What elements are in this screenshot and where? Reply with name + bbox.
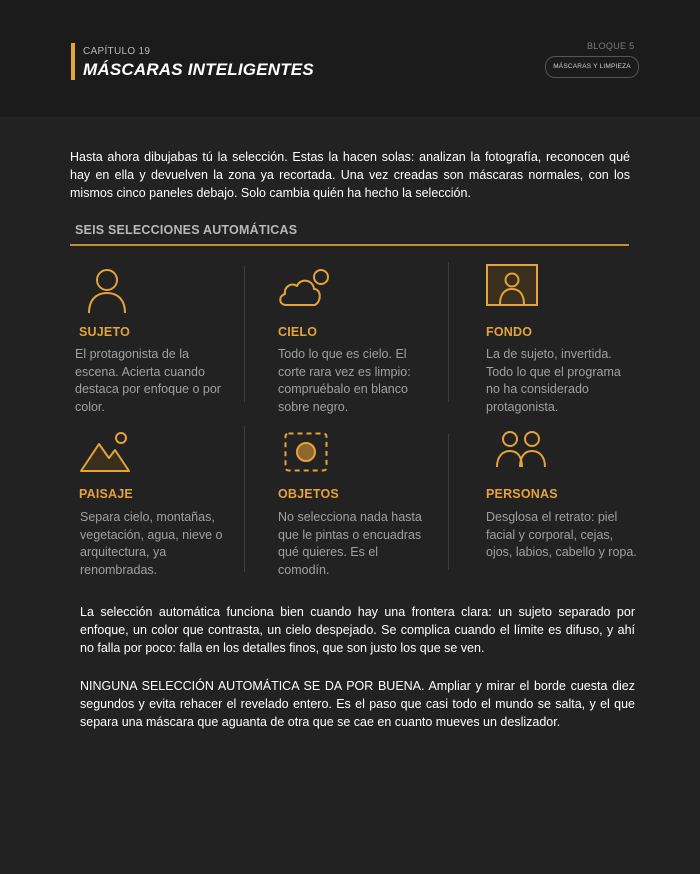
card-description: El protagonista de la escena. Acierta cuando destaca por enfoque o por color. (75, 347, 221, 414)
chapter-title: MÁSCARAS INTELIGENTES (83, 60, 314, 79)
block-label: BLOQUE 5 (587, 41, 635, 51)
card-title: OBJETOS (278, 487, 339, 501)
column-divider (244, 426, 245, 572)
card-description: La de sujeto, invertida. Todo lo que el programa no ha considerado protagonista. (486, 347, 621, 414)
section-title: SEIS SELECCIONES AUTOMÁTICAS (75, 223, 298, 237)
intro-paragraph: Hasta ahora dibujabas tú la selección. Estas la hacen solas: analizan la fotografía, reconocen qué hay en ella y devuelven la zona ya recortada. Una vez creadas son máscaras normales, con los mismos cinco paneles debajo. Solo cambia quién ha hecho la selección. (70, 150, 630, 200)
body-paragraph: La selección automática funciona bien cuando hay una frontera clara: un sujeto separado por enfoque, un color que contrasta, un cielo despejado. Se complica cuando el límite es difuso, y ahí no falla por poco: falla en los detalles finos, que son justo los que se ven. (80, 605, 635, 655)
card-title: PAISAJE (79, 487, 133, 501)
object-select-icon (284, 432, 328, 472)
people-icon (495, 430, 549, 470)
card-title: FONDO (486, 325, 533, 339)
block-badge: MÁSCARAS Y LIMPIEZA (545, 56, 639, 78)
person-icon (86, 266, 128, 316)
card-description: Separa cielo, montañas, vegetación, agua, nieve o arquitectura, ya renombradas. (80, 510, 223, 577)
card-description: Desglosa el retrato: piel facial y corporal, cejas, ojos, labios, cabello y ropa. (486, 510, 637, 559)
cloud-sun-icon (276, 268, 332, 308)
column-divider (448, 262, 449, 402)
section-divider (70, 244, 629, 246)
accent-bar (71, 43, 75, 80)
chapter-header (0, 0, 700, 117)
card-title: CIELO (278, 325, 318, 339)
chapter-label: CAPÍTULO 19 (83, 46, 151, 57)
card-title: PERSONAS (486, 487, 558, 501)
card-description: Todo lo que es cielo. El corte rara vez es limpio: compruébalo en blanco sobre negro. (278, 347, 411, 414)
framed-person-icon (486, 264, 538, 306)
card-description: No selecciona nada hasta que le pintas o encuadras qué quieres. Es el comodín. (278, 510, 422, 577)
warning-paragraph: NINGUNA SELECCIÓN AUTOMÁTICA SE DA POR BUENA. Ampliar y mirar el borde cuesta diez segundos y evita rehacer el revelado entero. Es el paso que casi todo el mundo se salta, y el que separa una máscara que aguanta de otra que se cae en cuanto mueves un deslizador. (80, 679, 635, 729)
column-divider (244, 266, 245, 402)
column-divider (448, 434, 449, 570)
card-title: SUJETO (79, 325, 130, 339)
mountain-icon (79, 430, 131, 474)
